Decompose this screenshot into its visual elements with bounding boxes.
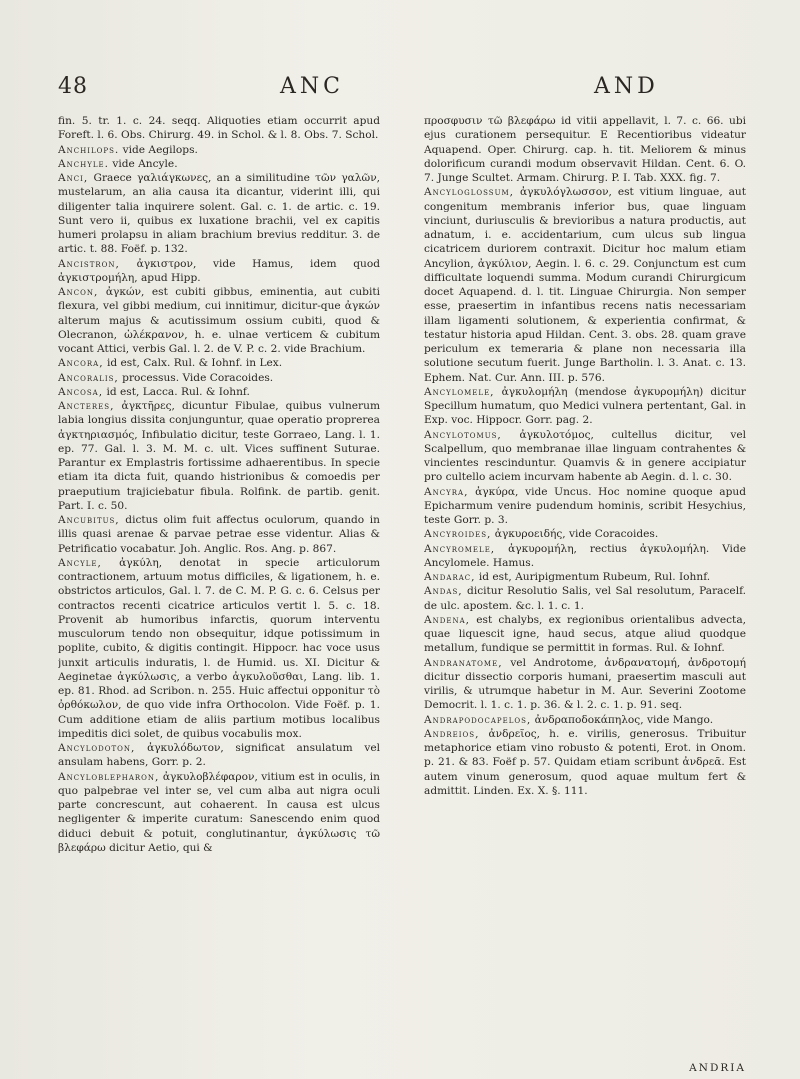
entry-headword: Ancyloglossum,	[424, 186, 515, 199]
entry-text: vel Androtome, ἀνδρανατομή, ἀνδροτομή dicitur dissectio corporis humani, praesertim masculi aut virilis, & utrumque habetur in M. Aur. Severini Zootome Democrit. l. 1. c. 1. p. 36. & l. 2. c. 1. p. 91. seq.	[424, 656, 746, 712]
entry-headword: Ancubitus,	[58, 514, 120, 526]
entry-headword: Ancyloblepharon,	[58, 770, 160, 783]
entry-headword: Ancon,	[58, 286, 99, 298]
entry-headword: Andena,	[424, 613, 471, 626]
dictionary-entry	[424, 613, 746, 656]
entry-text: fin. 5. tr. 1. c. 24. seqq. Aliquoties etiam occurrit apud Foreft. l. 6. Obs. Chirurg. 49. in Schol. & l. 8. Obs. 7. Schol.	[58, 115, 380, 142]
entry-text: ἀνδρεῖος, h. e. virilis, generosus. Tribuitur metaphorice etiam vino robusto & potenti, Erot. in Onom. p. 21. & 83. Foëf p. 57. Quidam etiam scribunt ἀνδρεᾶ. Est autem vinum generosum, quod aquae multum fert & admittit. Linden. Ex. X. §. 111.	[424, 727, 746, 797]
entry-headword: Andrapodocapelos,	[424, 713, 532, 726]
entry-text: ἀγκυροειδής, vide Coracoides.	[494, 528, 659, 541]
entry-headword: Ancteres,	[58, 400, 115, 412]
dictionary-entry	[58, 257, 380, 286]
entry-text: id est, Auripigmentum Rubeum, Rul. Iohnf.	[478, 571, 711, 583]
entry-headword: Ancylomele,	[424, 385, 495, 398]
entry-text: ἀγκυλοτόμος, cultellus dicitur, vel Scalpellum, quo membranae illae linguam contrahentes & vincientes rescinduntur. Quamvis & in genere accipiatur pro cultello aciem incurvam habente ab Aegin. d. l. c. 30.	[424, 428, 746, 484]
entry-headword: Anchilops.	[58, 143, 120, 156]
running-head-right: AND	[594, 74, 659, 99]
dictionary-entry	[424, 727, 746, 798]
left-column	[58, 114, 380, 1066]
right-column	[424, 114, 746, 1066]
dictionary-entry	[58, 385, 380, 399]
dictionary-entry	[424, 485, 746, 528]
entry-text: ἀγκυλόγλωσσον, est vitium linguae, aut congenitum membranis inferior bus, quae linguam vinciunt, duriusculis & brevioribus a natura productis, aut adnatum, i. e. accidentarium, cum ulcus sub lingua cicatricem duriorem contraxit. Dicitur hoc malum etiam Ancylion, ἀγκύλιον, Aegin. l. 6. c. 29. Conjunctum est cum difficultate loquendi summa. Modum curandi Chirurgicum docet Aquapend. d. l. tit. Linguae Chirurgia. Non semper esse, praesertim in infantibus recens natis necessariam illam ligamenti solutionem, & experientia confirmat, & testatur historia apud Hildan. Cent. 3. obs. 28. quam grave periculum ex temeraria & plane non necessaria illa solutione secutum fuerit. Junge Bartholin. l. 3. Anat. c. 13. Ephem. Nat. Cur. Ann. III. p. 576.	[424, 186, 746, 384]
page-number: 48	[58, 74, 88, 99]
entry-text: προσφυσιν τῶ βλεφάρω id vitii appellavit, l. 7. c. 66. ubi ejus curationem persequitur. E Recentioribus videatur Aquapend. Oper. Chirurg. cap. h. tit. Meliorem & minus dolorificum curandi modum observavit Hildan. Cent. 6. O. 7. Junge Scultet. Armam. Chirurg. P. I. Tab. XXX. fig. 7.	[424, 115, 746, 184]
catchword: ANDRIA	[689, 1062, 746, 1074]
entry-text: est chalybs, ex regionibus orientalibus advecta, quae liquescit igne, haud secus, atque aliud quodque metallum, fundique se permittit in formas. Rul. & Iohnf.	[424, 613, 746, 655]
entry-text: ἀγκύλη, denotat in specie articulorum contractionem, artuum motus difficiles, & ligationem, h. e. obstrictos articulos, Gal. l. 7. de C. M. P. G. c. 6. Celsus per contractos recenti cicatrice articulos vertit l. 5. c. 18. Provenit ab humoribus infarctis, quorum interventu musculorum tendo non obsequitur, idque potissimum in poplite, cubito, & digitis contingit. Hippocr. hac voce usus junxit articulis induratis, l. de Humid. us. XI. Dicitur & Aeginetae ἀγκύλωσις, a verbo ἀγκυλοῦσθαι, Lang. lib. 1. ep. 81. Rhod. ad Scribon. n. 255. Huic affectui opponitur τὸ ὀρθόκωλον, de quo vide infra Orthocolon. Vide Foëf. p. 1. Cum additione etiam de aliis partium motibus localibus impeditis dici solet, de quibus vocabulis mox.	[58, 556, 380, 740]
entry-text: ἀγκυλοβλέφαρον, vitium est in oculis, in quo palpebrae vel inter se, vel cum alba aut nigra oculi parte concrescunt, aut cohaerent. In causa est ulcus negligenter & imperite curatum: Sanescendo enim quod diduci debuit & potuit, conglutinantur, ἀγκύλωσις τῶ βλεφάρω dicitur Aetio, qui &	[58, 770, 380, 854]
entry-text: ἀγκτῆρες, dicuntur Fibulae, quibus vulnerum labia longius dissita conjunguntur, quae operatio proprerea ἀγκτηριασμός, Infibulatio dicitur, teste Gorraeo, Lang. l. 1. ep. 77. Gal. l. 3. M. M. c. ult. Vices suffinent Suturae. Parantur ex Emplastris fortissime adhaerentibus. In specie etiam ita dicta fuit, quando histrionibus & comoedis per praeputium trajiciebatur fibula. Rolfink. de partib. genit. Part. I. c. 50.	[58, 400, 380, 512]
entry-text: ἀνδραποδοκάπηλος, vide Mango.	[534, 713, 714, 726]
entry-headword: Ancora,	[58, 357, 104, 370]
entry-text: vide Ancyle.	[112, 157, 178, 170]
entry-text: ἀγκών, est cubiti gibbus, eminentia, aut cubiti flexura, vel gibbi medium, cui innitimur, dicitur-que ἀγκών alterum majus & acutissimum ossium cubiti, quod & Olecranon, ὠλέκρανον, h. e. ulnae verticem & cubitum vocant Attici, verbis Gal. l. 2. de V. P. c. 2. vide Brachium.	[58, 286, 380, 355]
entry-text: ἀγκυλομήλη (mendose ἀγκυρομήλη) dicitur Specillum humatum, quo Medici vulnera pertentant, Gal. in Exp. voc. Hippocr. Gorr. pag. 2.	[424, 385, 746, 427]
dictionary-entry	[424, 584, 746, 613]
entry-text: dicitur Resolutio Salis, vel Sal resolutum, Paracelf. de ulc. apostem. &c. l. 1. c. 1.	[424, 585, 746, 612]
dictionary-entry	[424, 656, 746, 713]
dictionary-entry	[58, 556, 380, 741]
dictionary-entry	[58, 741, 380, 770]
entry-headword: Andreios,	[424, 727, 480, 740]
entry-text: ἀγκιστρον, vide Hamus, idem quod ἀγκιστρομήλη, apud Hipp.	[58, 257, 380, 284]
entry-headword: Andas,	[424, 585, 463, 598]
dictionary-entry	[58, 399, 380, 513]
entry-headword: Ancyle,	[58, 556, 102, 569]
running-head-left: ANC	[280, 74, 344, 99]
entry-headword: Anchyle.	[58, 157, 109, 170]
dictionary-entry	[58, 285, 380, 356]
page-header	[58, 74, 748, 114]
entry-text: id est, Lacca. Rul. & Iohnf.	[106, 385, 250, 398]
dictionary-entry	[58, 356, 380, 370]
dictionary-entry	[58, 770, 380, 856]
dictionary-entry	[58, 171, 380, 257]
entry-headword: Andarac,	[424, 571, 476, 583]
dictionary-entry	[424, 527, 746, 541]
dictionary-entry	[424, 385, 746, 428]
dictionary-entry	[424, 542, 746, 571]
entry-headword: Anci,	[58, 172, 89, 184]
entry-text: ἀγκυλόδωτον, significat ansulatum vel ansulam habens, Gorr. p. 2.	[58, 742, 380, 769]
entry-text: Graece γαλιάγκωνες, an a similitudine τῶν γαλῶν, mustelarum, an alia causa ita dicantur, viderint illi, qui diligenter talia inquirere solent. Gal. c. 1. de artic. c. 19. Sunt vero ii, quibus ex luxatione brachii, vel ex capitis humeri prolapsu in aliam brachium brevius redditur. 3. de artic. t. 88. Foëf. p. 132.	[58, 172, 380, 256]
entry-text: dictus olim fuit affectus oculorum, quando in illis quasi arenae & parvae petrae esse videntur. Alias & Petrificatio vocabatur. Joh. Anglic. Ros. Ang. p. 867.	[58, 514, 380, 555]
entry-text: processus. Vide Coracoides.	[122, 371, 274, 384]
dictionary-entry	[58, 114, 380, 143]
entry-headword: Ancylotomus,	[424, 428, 502, 441]
dictionary-entry	[424, 114, 746, 185]
dictionary-entry	[424, 185, 746, 385]
entry-headword: Ancylodoton,	[58, 742, 136, 754]
dictionary-entry	[424, 428, 746, 485]
dictionary-entry	[58, 143, 380, 157]
dictionary-entry	[424, 713, 746, 727]
entry-headword: Ancyra,	[424, 485, 469, 498]
dictionary-entry	[58, 513, 380, 556]
entry-text: vide Aegilops.	[122, 143, 198, 156]
entry-headword: Ancyromele,	[424, 542, 496, 555]
entry-headword: Ancoralis,	[58, 371, 119, 384]
entry-headword: Ancyroides,	[424, 528, 492, 541]
dictionary-entry	[58, 371, 380, 385]
entry-headword: Ancistron,	[58, 257, 120, 270]
entry-headword: Andranatome,	[424, 656, 503, 669]
entry-text: ἀγκύρα, vide Uncus. Hoc nomine quoque apud Epicharmum venire pudendum hominis, scribit Hesychius, teste Gorr. p. 3.	[424, 485, 746, 526]
entry-headword: Ancosa,	[58, 385, 104, 398]
entry-text: ἀγκυρομήλη, rectius ἀγκυλομήλη. Vide Ancylomele. Hamus.	[424, 542, 746, 569]
dictionary-entry	[424, 570, 746, 584]
entry-text: id est, Calx. Rul. & Iohnf. in Lex.	[106, 357, 283, 370]
dictionary-entry	[58, 157, 380, 171]
